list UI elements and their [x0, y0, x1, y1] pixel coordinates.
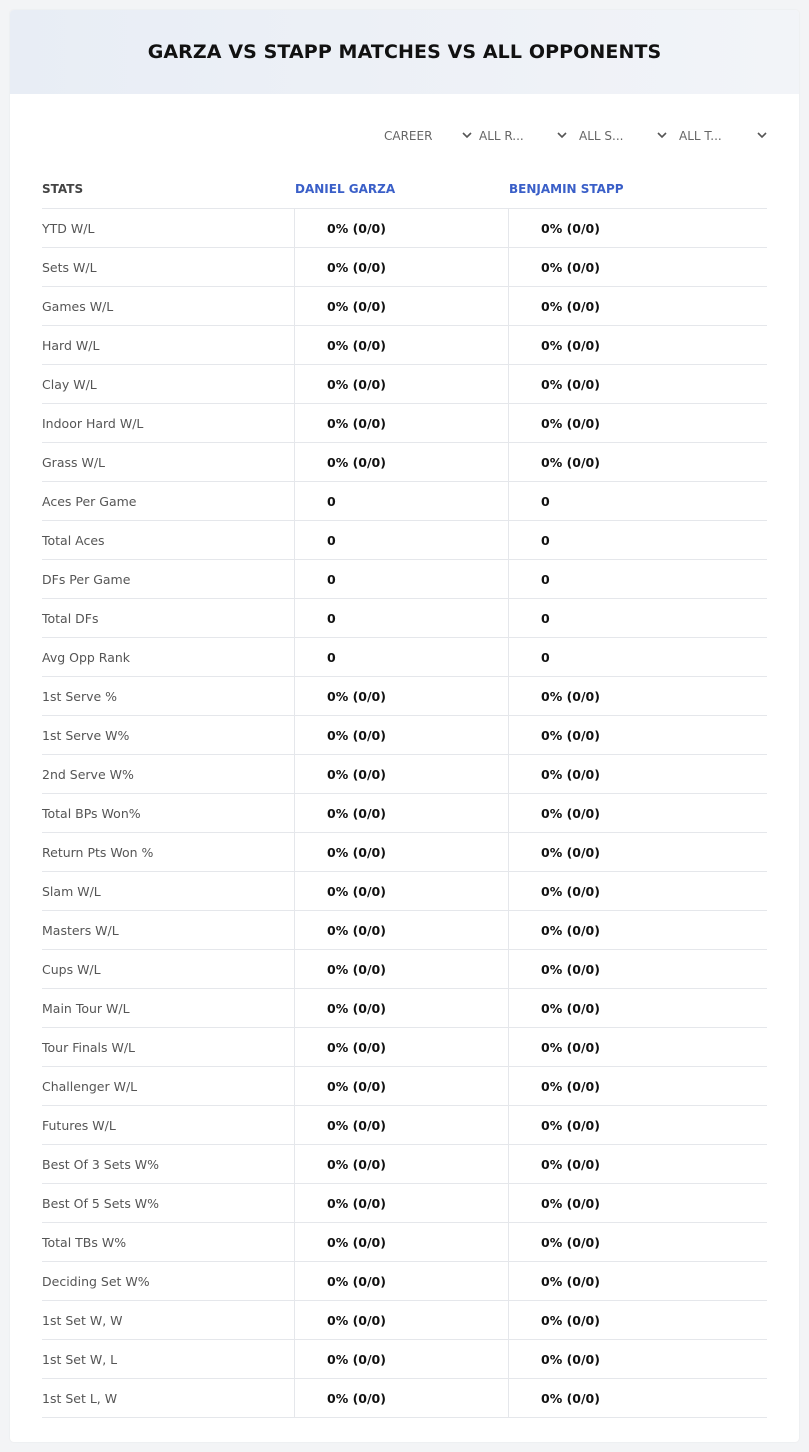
table-row	[42, 560, 767, 599]
table-row	[42, 677, 767, 716]
player2-value: 0% (0/0)	[541, 298, 600, 314]
table-row	[42, 638, 767, 677]
stat-label: Cups W/L	[42, 950, 295, 988]
filter-surface-select[interactable]	[579, 122, 669, 150]
table-row	[42, 326, 767, 365]
table-row	[42, 911, 767, 950]
stat-label: Challenger W/L	[42, 1067, 295, 1105]
stat-label: 1st Set W, L	[42, 1340, 295, 1378]
player2-value: 0% (0/0)	[541, 259, 600, 275]
table-row	[42, 482, 767, 521]
table-body	[42, 209, 767, 1418]
player1-value: 0% (0/0)	[295, 950, 509, 988]
player2-value: 0% (0/0)	[541, 1078, 600, 1094]
player2-value: 0% (0/0)	[541, 1390, 600, 1406]
player2-value: 0% (0/0)	[541, 883, 600, 899]
column-header-stats: STATS	[42, 182, 84, 196]
chevron-down-icon	[557, 130, 567, 140]
player1-value: 0% (0/0)	[295, 872, 509, 910]
table-row	[42, 1223, 767, 1262]
player2-value: 0% (0/0)	[541, 415, 600, 431]
player1-value: 0% (0/0)	[295, 1340, 509, 1378]
player2-value: 0% (0/0)	[541, 220, 600, 236]
stat-label: Clay W/L	[42, 365, 295, 403]
player2-value: 0% (0/0)	[541, 1156, 600, 1172]
table-row	[42, 1301, 767, 1340]
stat-label: Best Of 5 Sets W%	[42, 1184, 295, 1222]
player1-value: 0	[295, 599, 509, 637]
player1-value: 0% (0/0)	[295, 989, 509, 1027]
table-row	[42, 1262, 767, 1301]
table-row	[42, 404, 767, 443]
stat-label: 1st Serve %	[42, 677, 295, 715]
player1-value: 0% (0/0)	[295, 365, 509, 403]
table-row	[42, 599, 767, 638]
player2-value: 0% (0/0)	[541, 766, 600, 782]
player1-value: 0	[295, 560, 509, 598]
player2-value: 0% (0/0)	[541, 1195, 600, 1211]
table-row	[42, 1340, 767, 1379]
player1-value: 0% (0/0)	[295, 1028, 509, 1066]
table-row	[42, 833, 767, 872]
chevron-down-icon	[757, 130, 767, 140]
player1-value: 0% (0/0)	[295, 1301, 509, 1339]
player1-value: 0% (0/0)	[295, 287, 509, 325]
stat-label: Total DFs	[42, 599, 295, 637]
player1-value: 0% (0/0)	[295, 443, 509, 481]
player1-value: 0% (0/0)	[295, 716, 509, 754]
table-row	[42, 1379, 767, 1418]
player2-value: 0% (0/0)	[541, 922, 600, 938]
stat-label: 1st Set L, W	[42, 1379, 295, 1417]
table-row	[42, 1145, 767, 1184]
table-row	[42, 1184, 767, 1223]
player2-value: 0	[541, 610, 550, 626]
stat-label: Games W/L	[42, 287, 295, 325]
filter-tournament-select[interactable]	[679, 122, 769, 150]
player2-value: 0% (0/0)	[541, 454, 600, 470]
page-title: GARZA VS STAPP MATCHES VS ALL OPPONENTS	[147, 41, 662, 63]
stat-label: Masters W/L	[42, 911, 295, 949]
stat-label: Return Pts Won %	[42, 833, 295, 871]
table-row	[42, 1106, 767, 1145]
player1-value: 0% (0/0)	[295, 1262, 509, 1300]
stat-label: Total Aces	[42, 521, 295, 559]
table-row	[42, 755, 767, 794]
player2-value: 0% (0/0)	[541, 337, 600, 353]
player2-value: 0	[541, 649, 550, 665]
player1-value: 0	[295, 521, 509, 559]
player-link-benjamin-stapp[interactable]: BENJAMIN STAPP	[509, 182, 624, 196]
player1-value: 0% (0/0)	[295, 326, 509, 364]
stat-label: Avg Opp Rank	[42, 638, 295, 676]
filter-round-select[interactable]	[479, 122, 569, 150]
player2-value: 0	[541, 532, 550, 548]
player1-value: 0% (0/0)	[295, 1067, 509, 1105]
table-row	[42, 872, 767, 911]
player1-value: 0% (0/0)	[295, 677, 509, 715]
player2-value: 0% (0/0)	[541, 376, 600, 392]
player1-value: 0% (0/0)	[295, 911, 509, 949]
stat-label: Best Of 3 Sets W%	[42, 1145, 295, 1183]
table-row	[42, 794, 767, 833]
player2-value: 0% (0/0)	[541, 844, 600, 860]
stat-label: Futures W/L	[42, 1106, 295, 1144]
filter-bar	[380, 122, 780, 150]
chevron-down-icon	[462, 130, 472, 140]
stat-label: 1st Serve W%	[42, 716, 295, 754]
stat-label: Main Tour W/L	[42, 989, 295, 1027]
stat-label: Total TBs W%	[42, 1223, 295, 1261]
player2-value: 0% (0/0)	[541, 688, 600, 704]
stat-label: Grass W/L	[42, 443, 295, 481]
stat-label: 1st Set W, W	[42, 1301, 295, 1339]
player2-value: 0% (0/0)	[541, 1234, 600, 1250]
stat-label: DFs Per Game	[42, 560, 295, 598]
table-row	[42, 950, 767, 989]
table-row	[42, 521, 767, 560]
stat-label: YTD W/L	[42, 209, 295, 247]
table-row	[42, 716, 767, 755]
filter-tournament-label: ALL T...	[679, 129, 722, 143]
player1-value: 0% (0/0)	[295, 1106, 509, 1144]
stats-table	[42, 170, 767, 1418]
player2-value: 0	[541, 493, 550, 509]
table-row	[42, 209, 767, 248]
player2-value: 0% (0/0)	[541, 727, 600, 743]
player1-value: 0% (0/0)	[295, 1184, 509, 1222]
table-header	[42, 170, 767, 209]
player2-value: 0% (0/0)	[541, 1273, 600, 1289]
stat-label: 2nd Serve W%	[42, 755, 295, 793]
player-link-daniel-garza[interactable]: DANIEL GARZA	[295, 182, 396, 196]
player1-value: 0	[295, 482, 509, 520]
stat-label: Total BPs Won%	[42, 794, 295, 832]
player1-value: 0% (0/0)	[295, 1223, 509, 1261]
card-header	[10, 10, 799, 94]
table-row	[42, 287, 767, 326]
stat-label: Deciding Set W%	[42, 1262, 295, 1300]
filter-round-label: ALL R...	[479, 129, 524, 143]
chevron-down-icon	[657, 130, 667, 140]
player1-value: 0% (0/0)	[295, 1145, 509, 1183]
player2-value: 0% (0/0)	[541, 961, 600, 977]
player2-value: 0% (0/0)	[541, 805, 600, 821]
player2-value: 0% (0/0)	[541, 1312, 600, 1328]
stat-label: Sets W/L	[42, 248, 295, 286]
player1-value: 0	[295, 638, 509, 676]
table-row	[42, 989, 767, 1028]
player1-value: 0% (0/0)	[295, 404, 509, 442]
player2-value: 0% (0/0)	[541, 1000, 600, 1016]
player1-value: 0% (0/0)	[295, 755, 509, 793]
player2-value: 0% (0/0)	[541, 1039, 600, 1055]
stat-label: Tour Finals W/L	[42, 1028, 295, 1066]
table-row	[42, 1028, 767, 1067]
stats-card	[10, 10, 799, 1442]
filter-period-label: CAREER	[384, 129, 433, 143]
table-row	[42, 1067, 767, 1106]
stat-label: Indoor Hard W/L	[42, 404, 295, 442]
player2-value: 0% (0/0)	[541, 1117, 600, 1133]
stat-label: Aces Per Game	[42, 482, 295, 520]
player1-value: 0% (0/0)	[295, 209, 509, 247]
filter-period-select[interactable]	[384, 122, 474, 150]
player2-value: 0% (0/0)	[541, 1351, 600, 1367]
player1-value: 0% (0/0)	[295, 794, 509, 832]
table-row	[42, 365, 767, 404]
filter-surface-label: ALL S...	[579, 129, 624, 143]
player2-value: 0	[541, 571, 550, 587]
table-row	[42, 248, 767, 287]
player1-value: 0% (0/0)	[295, 833, 509, 871]
stat-label: Slam W/L	[42, 872, 295, 910]
player1-value: 0% (0/0)	[295, 1379, 509, 1417]
table-row	[42, 443, 767, 482]
stat-label: Hard W/L	[42, 326, 295, 364]
player1-value: 0% (0/0)	[295, 248, 509, 286]
